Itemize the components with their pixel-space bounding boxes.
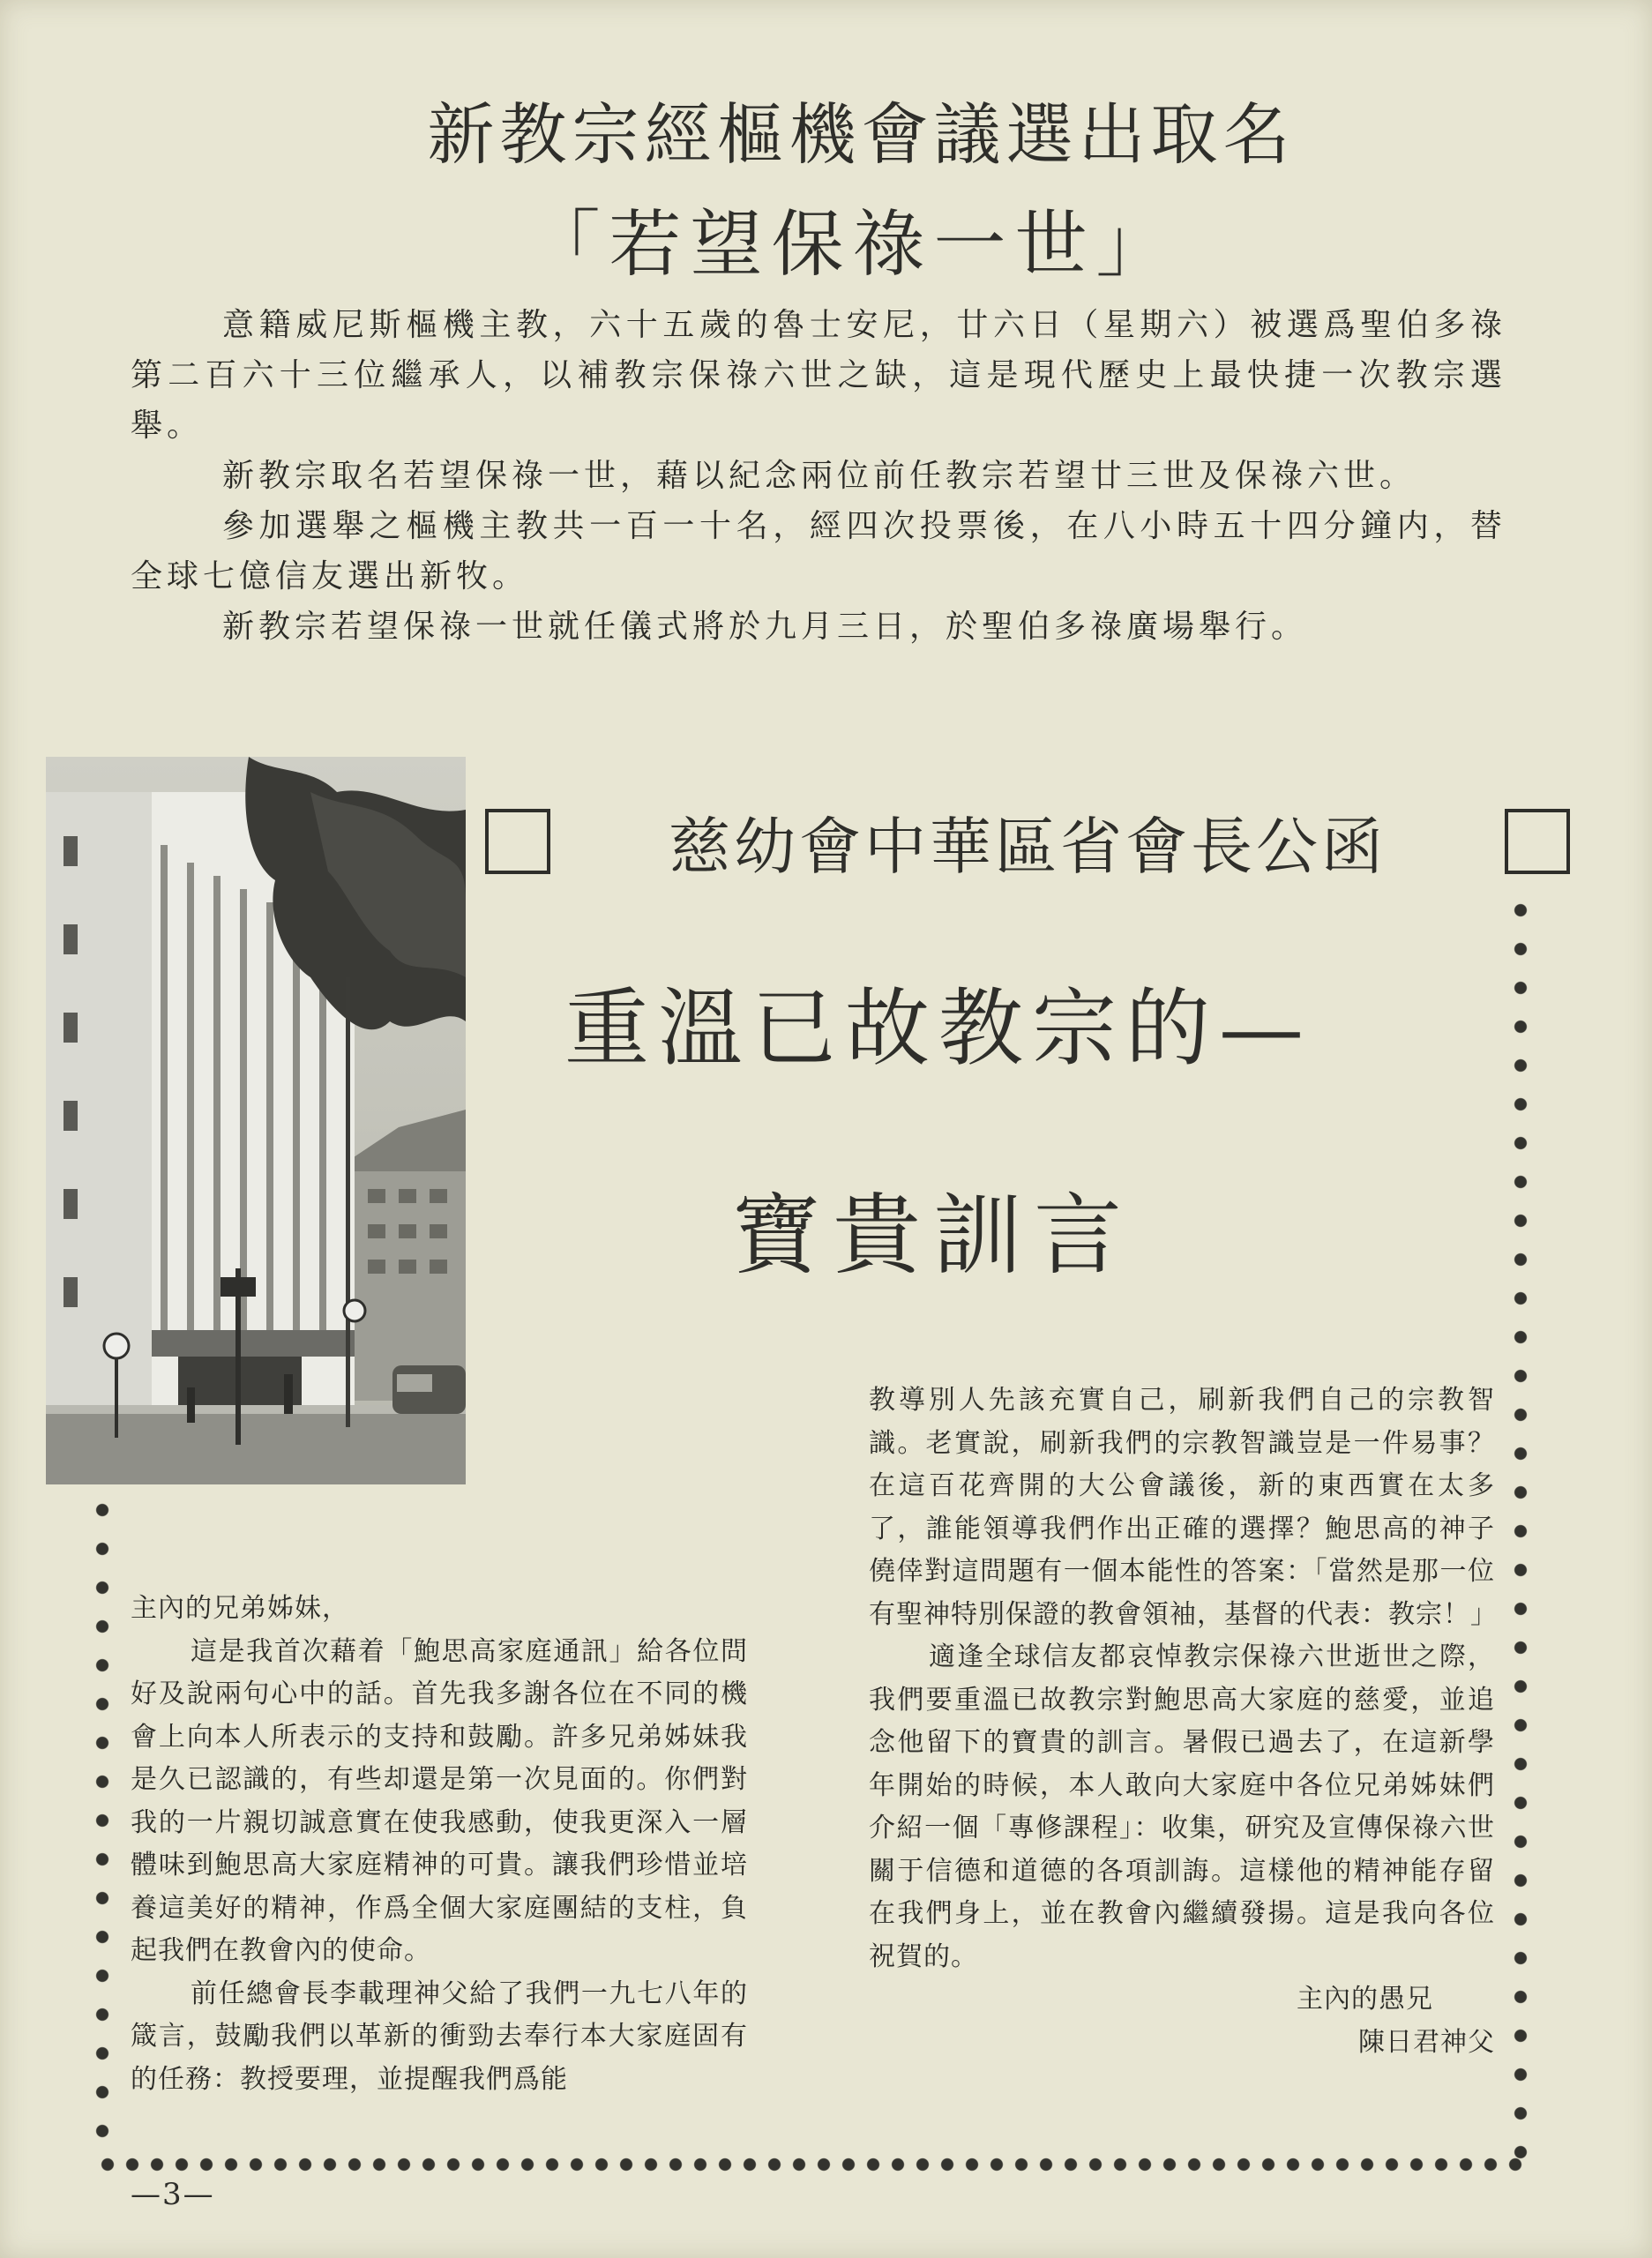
letter-paragraph: 適逢全球信友都哀悼教宗保祿六世逝世之際，我們要重溫已故教宗對鮑思高大家庭的慈愛，並追念他留下的寶貴的訓言。暑假已過去了，在這新學年開始的時候，本人敢向大家庭中各位兄弟姊妹們介紹一個「專修課程」：收集，研究及宣傳保祿六世關于信德和道德的各項訓誨。這樣他的精神能存留在我們身上，並在教會內繼續發揚。這是我向各位祝賀的。 [869,1641,1495,1972]
page-number: —3— [131,2177,215,2212]
letter-paragraph: 前任總會長李載理神父給了我們一九七八年的箴言，鼓勵我們以革新的衝勁去奉行本大家庭固有的任務：教授要理，並提醒我們爲能 [131,1978,748,2095]
dotted-border-bottom [95,2157,1528,2172]
heading-box-right [1505,809,1570,874]
article2-title-line1: 重溫已故教宗的— [564,979,1312,1078]
article1-paragraph: 新教宗取名若望保祿一世，藉以紀念兩位前任教宗若望廿三世及保祿六世。 [222,458,1417,494]
building-photo [46,757,466,1484]
dotted-border-left [95,1491,109,2161]
article1-subtitle: 「若望保祿一世」 [527,203,1177,287]
article1-paragraph: 新教宗若望保祿一世就任儀式將於九月三日，於聖伯多祿廣場舉行。 [222,609,1308,645]
letter-right-column [869,1379,1498,2064]
dotted-border-right [1514,891,1528,2161]
letter-paragraph: 教導別人先該充實自己，刷新我們自己的宗教智識。老實說，刷新我們的宗教智識豈是一件易事？在這百花齊開的大公會議後，新的東西實在太多了，誰能領導我們作出正確的選擇？鮑思高的神子僥倖對這問題有一個本能性的答案：「當然是那一位有聖神特別保證的教會領袖，基督的代表：教宗！」 [869,1385,1498,1630]
article1-title: 新教宗經樞機會議選出取名 [427,95,1296,174]
signature-name: 陳日君神父 [1358,2026,1495,2058]
signature-closing: 主內的愚兄 [1297,1984,1433,2015]
article1-body [131,300,1506,652]
letter-salutation: 主內的兄弟姊妹， [131,1593,349,1624]
letter-paragraph: 這是我首次藉着「鮑思高家庭通訊」給各位問好及說兩句心中的話。首先我多謝各位在不同的機會上向本人所表示的支持和鼓勵。許多兄弟姊妹我是久已認識的，有些却還是第一次見面的。你們對我的一片親切誠意實在使我感動，使我更深入一層體味到鮑思高大家庭精神的可貴。讓我們珍惜並培養這美好的精神，作爲全個大家庭團結的支柱，負起我們在教會內的使命。 [131,1635,748,1966]
article2-heading [485,801,1570,882]
article1-paragraph: 意籍威尼斯樞機主教，六十五歲的魯士安尼，廿六日（星期六）被選爲聖伯多祿第二百六十三位繼承人，以補教宗保祿六世之缺，這是現代歷史上最快捷一次教宗選舉。 [131,307,1506,444]
heading-box-left [485,809,550,874]
letter-left-column [131,1588,748,2101]
article1-paragraph: 參加選舉之樞機主教共一百一十名，經四次投票後，在八小時五十四分鐘内，替全球七億信友選出新牧。 [131,508,1506,594]
article2-heading-text: 慈幼會中華區省會長公函 [669,810,1387,883]
article2-title-line2: 寶貴訓言 [732,1184,1134,1287]
